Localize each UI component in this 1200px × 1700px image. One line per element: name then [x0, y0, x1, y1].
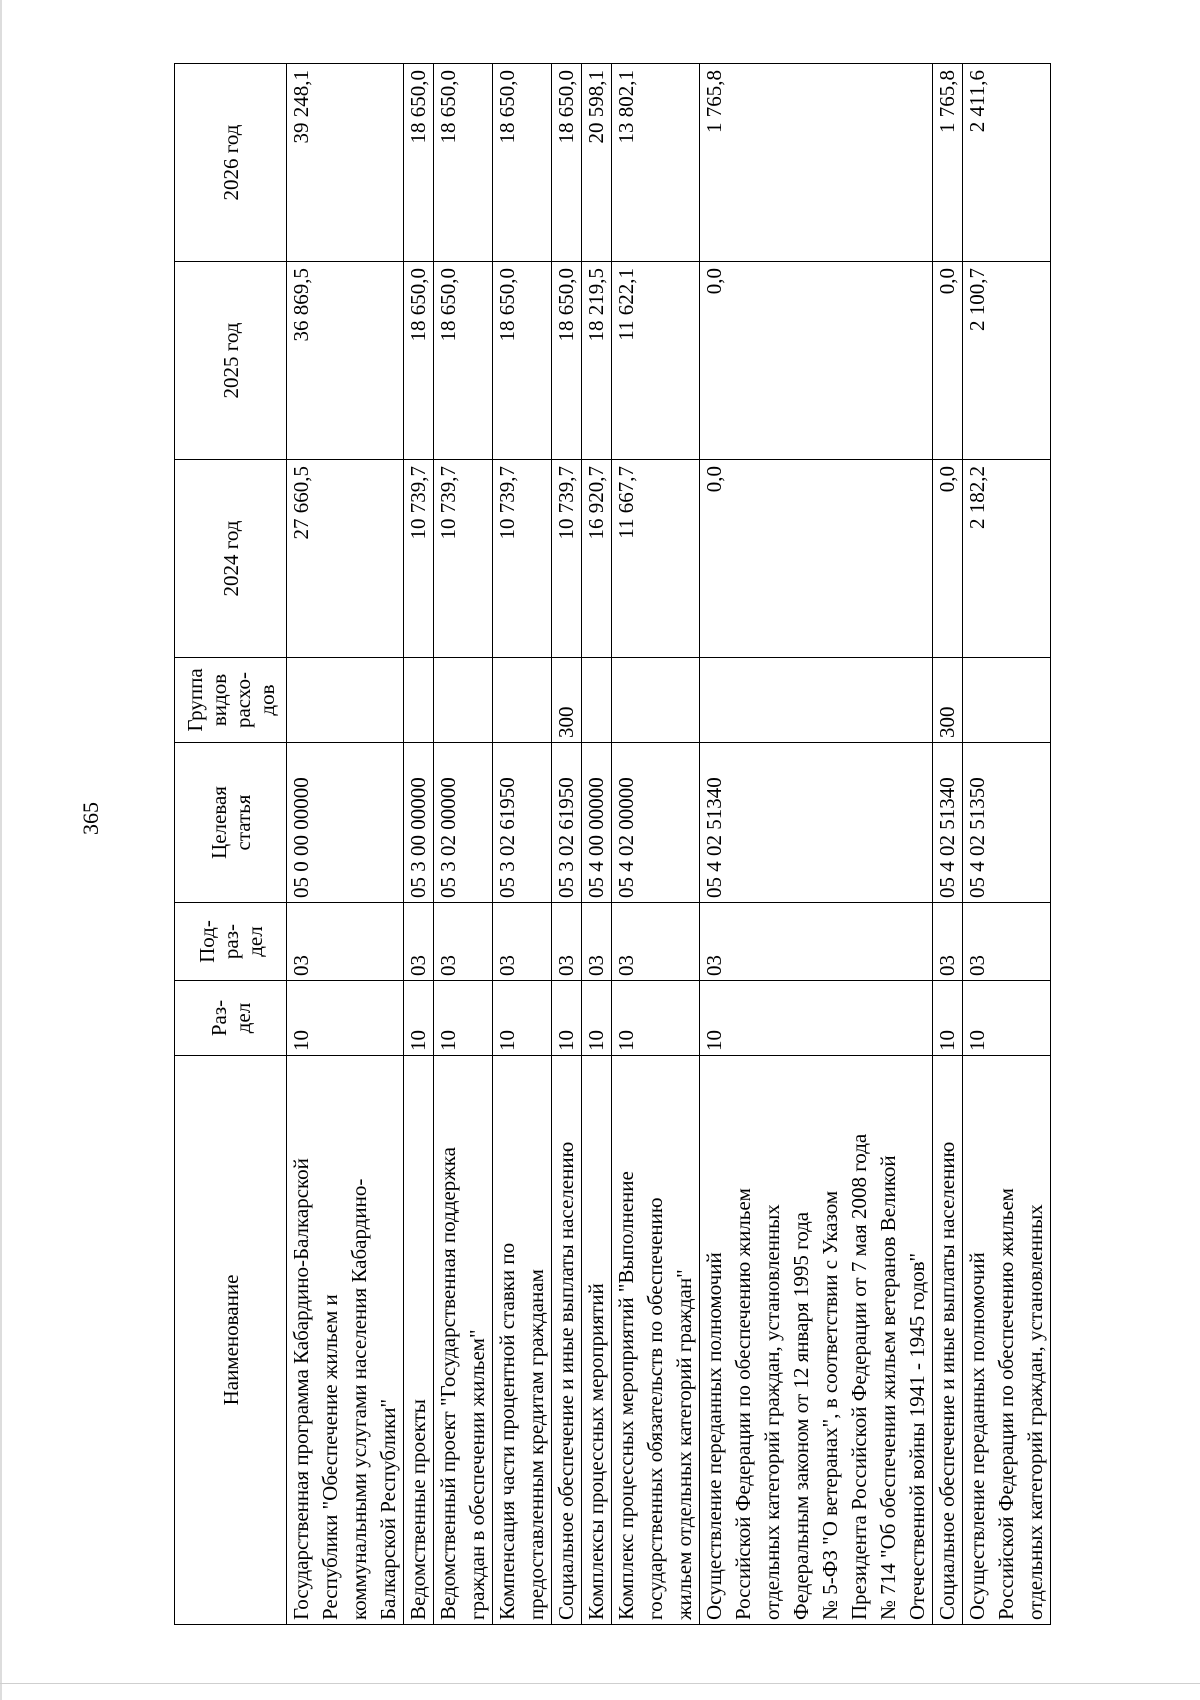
header-razdel: Раз- дел	[175, 981, 287, 1056]
row-2026: 13 802,1	[612, 64, 700, 262]
header-2026: 2026 год	[175, 64, 287, 262]
row-2026: 18 650,0	[404, 64, 434, 262]
row-2024: 16 920,7	[582, 460, 612, 658]
row-podrazdel: 03	[434, 903, 493, 981]
row-name: Комплексы процессных мероприятий	[582, 1056, 612, 1625]
row-2026: 39 248,1	[287, 64, 404, 262]
row-2024: 10 739,7	[552, 460, 582, 658]
row-podrazdel: 03	[700, 903, 933, 981]
row-celevaya: 05 4 02 51340	[700, 743, 933, 903]
row-2025: 0,0	[700, 262, 933, 460]
table-row	[933, 64, 963, 1625]
row-gruppa	[287, 658, 404, 743]
row-celevaya: 05 0 00 00000	[287, 743, 404, 903]
row-2026: 18 650,0	[434, 64, 493, 262]
rotated-table-container	[174, 64, 1110, 1625]
row-celevaya: 05 4 00 00000	[582, 743, 612, 903]
row-gruppa	[612, 658, 700, 743]
row-name: Ведомственный проект "Государственная поддержка граждан в обеспечении жильем"	[434, 1056, 493, 1625]
row-podrazdel: 03	[552, 903, 582, 981]
row-razdel: 10	[933, 981, 963, 1056]
row-razdel: 10	[700, 981, 933, 1056]
header-gruppa: Группа видов расхо- дов	[175, 658, 287, 743]
row-2024: 2 182,2	[963, 460, 1051, 658]
row-gruppa	[582, 658, 612, 743]
header-name: Наименование	[175, 1056, 287, 1625]
row-name: Социальное обеспечение и иные выплаты населению	[552, 1056, 582, 1625]
row-podrazdel: 03	[963, 903, 1051, 981]
header-podrazdel: Под- раз- дел	[175, 903, 287, 981]
header-2025: 2025 год	[175, 262, 287, 460]
row-name: Осуществление переданных полномочий Российской Федерации по обеспечению жильем отдельных категорий граждан, установленных Федеральным законом от 12 января 1995 года № 5-ФЗ "О ветеранах", в соответствии с Указом Президента Российской Федерации от 7 мая 2008 года № 714 "Об обеспечении жильем ветеранов Великой Отечественной войны 1941 - 1945 годов"	[700, 1056, 933, 1625]
row-name: Ведомственные проекты	[404, 1056, 434, 1625]
row-2026: 1 765,8	[933, 64, 963, 262]
scan-edge-bottom	[0, 1683, 1200, 1684]
table-row	[434, 64, 493, 1625]
header-2024: 2024 год	[175, 460, 287, 658]
row-2024: 0,0	[700, 460, 933, 658]
row-name: Компенсация части процентной ставки по предоставленным кредитам гражданам	[493, 1056, 552, 1625]
row-2026: 2 411,6	[963, 64, 1051, 262]
row-2025: 0,0	[933, 262, 963, 460]
row-name: Осуществление переданных полномочий Российской Федерации по обеспечению жильем отдельных категорий граждан, установленных	[963, 1056, 1051, 1625]
row-celevaya: 05 3 00 00000	[404, 743, 434, 903]
row-2025: 11 622,1	[612, 262, 700, 460]
scan-edge-left	[0, 0, 2, 1700]
row-gruppa	[434, 658, 493, 743]
table-row	[404, 64, 434, 1625]
row-gruppa: 300	[552, 658, 582, 743]
row-2025: 18 650,0	[404, 262, 434, 460]
row-celevaya: 05 4 02 51340	[933, 743, 963, 903]
row-podrazdel: 03	[933, 903, 963, 981]
row-celevaya: 05 3 02 61950	[552, 743, 582, 903]
row-2024: 11 667,7	[612, 460, 700, 658]
row-name: Социальное обеспечение и иные выплаты населению	[933, 1056, 963, 1625]
row-2024: 10 739,7	[404, 460, 434, 658]
row-2025: 36 869,5	[287, 262, 404, 460]
table-row	[493, 64, 552, 1625]
table-row	[963, 64, 1051, 1625]
row-2024: 10 739,7	[493, 460, 552, 658]
row-gruppa	[404, 658, 434, 743]
table-row	[700, 64, 933, 1625]
budget-table	[174, 63, 1051, 1625]
header-celevaya: Целевая статья	[175, 743, 287, 903]
row-2024: 10 739,7	[434, 460, 493, 658]
row-2024: 27 660,5	[287, 460, 404, 658]
row-2026: 1 765,8	[700, 64, 933, 262]
row-gruppa: 300	[933, 658, 963, 743]
row-podrazdel: 03	[404, 903, 434, 981]
row-razdel: 10	[434, 981, 493, 1056]
row-name: Комплекс процессных мероприятий "Выполнение государственных обязательств по обеспечению жильем отдельных категорий граждан"	[612, 1056, 700, 1625]
row-podrazdel: 03	[493, 903, 552, 981]
table-row	[582, 64, 612, 1625]
row-2026: 18 650,0	[552, 64, 582, 262]
table-row	[552, 64, 582, 1625]
row-celevaya: 05 3 02 00000	[434, 743, 493, 903]
row-razdel: 10	[493, 981, 552, 1056]
row-podrazdel: 03	[582, 903, 612, 981]
row-razdel: 10	[552, 981, 582, 1056]
table-row	[612, 64, 700, 1625]
table-header-row	[175, 64, 287, 1625]
row-gruppa	[700, 658, 933, 743]
row-celevaya: 05 4 02 00000	[612, 743, 700, 903]
row-2025: 18 650,0	[434, 262, 493, 460]
row-2025: 18 650,0	[493, 262, 552, 460]
row-razdel: 10	[404, 981, 434, 1056]
row-razdel: 10	[287, 981, 404, 1056]
row-2026: 18 650,0	[493, 64, 552, 262]
row-2025: 18 219,5	[582, 262, 612, 460]
row-gruppa	[963, 658, 1051, 743]
row-celevaya: 05 3 02 61950	[493, 743, 552, 903]
row-2026: 20 598,1	[582, 64, 612, 262]
row-name: Государственная программа Кабардино-Балкарской Республики "Обеспечение жильем и коммунальными услугами населения Кабардино- Балкарской Республики"	[287, 1056, 404, 1625]
row-podrazdel: 03	[612, 903, 700, 981]
row-podrazdel: 03	[287, 903, 404, 981]
row-razdel: 10	[582, 981, 612, 1056]
row-gruppa	[493, 658, 552, 743]
row-celevaya: 05 4 02 51350	[963, 743, 1051, 903]
row-razdel: 10	[963, 981, 1051, 1056]
page-number: 365	[78, 802, 103, 835]
row-2025: 2 100,7	[963, 262, 1051, 460]
row-2024: 0,0	[933, 460, 963, 658]
row-2025: 18 650,0	[552, 262, 582, 460]
row-razdel: 10	[612, 981, 700, 1056]
table-row	[287, 64, 404, 1625]
